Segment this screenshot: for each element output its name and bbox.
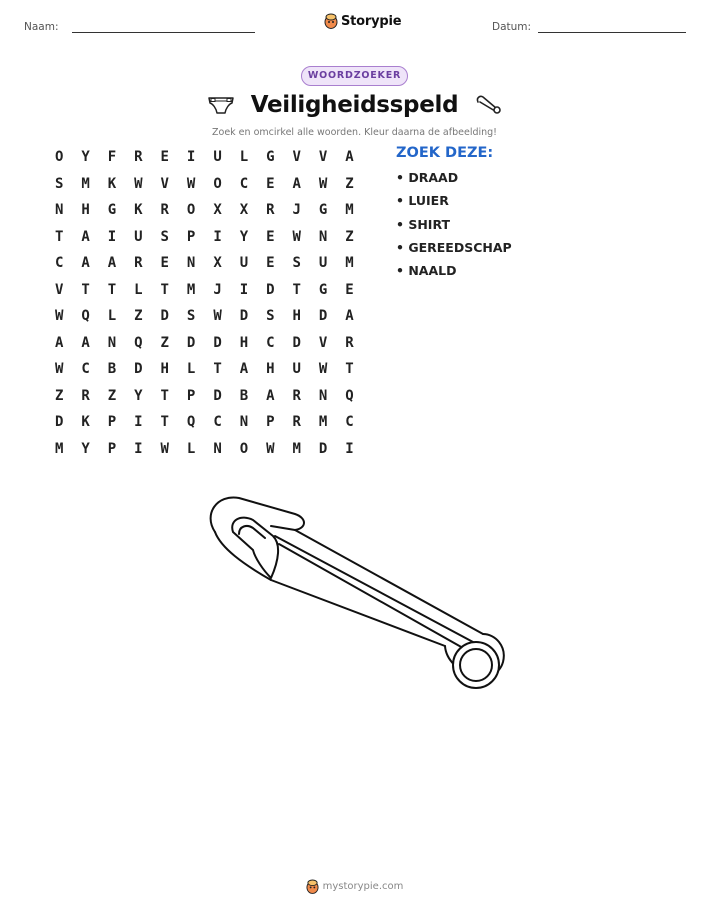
grid-letter[interactable]: M: [345, 255, 354, 271]
grid-letter[interactable]: V: [54, 281, 64, 298]
grid-row: [46, 200, 363, 227]
grid-letter[interactable]: V: [318, 334, 328, 351]
grid-letter[interactable]: H: [239, 334, 249, 351]
grid-letter[interactable]: J: [213, 281, 222, 298]
grid-letter[interactable]: S: [266, 308, 275, 324]
grid-letter[interactable]: S: [160, 228, 169, 245]
grid-row: [46, 359, 363, 386]
grid-letter[interactable]: Y: [81, 440, 90, 457]
grid-letter[interactable]: P: [266, 414, 275, 430]
grid-letter[interactable]: K: [107, 175, 117, 192]
grid-letter[interactable]: X: [213, 255, 222, 271]
grid-letter[interactable]: W: [54, 308, 64, 324]
grid-letter[interactable]: Z: [134, 308, 143, 324]
word-list-item: • SHIRT: [396, 216, 451, 232]
grid-letter[interactable]: H: [292, 308, 301, 324]
grid-letter[interactable]: O: [54, 149, 64, 165]
grid-letter[interactable]: I: [134, 440, 143, 457]
grid-letter[interactable]: S: [54, 175, 64, 192]
grid-letter[interactable]: P: [186, 228, 196, 245]
grid-letter[interactable]: D: [54, 414, 64, 430]
grid-letter[interactable]: W: [318, 175, 328, 192]
grid-letter[interactable]: M: [186, 281, 196, 298]
grid-letter[interactable]: M: [318, 414, 328, 430]
grid-letter[interactable]: P: [107, 414, 117, 430]
grid-letter[interactable]: Q: [134, 334, 143, 351]
brand-logo: [324, 13, 401, 29]
grid-letter[interactable]: R: [266, 202, 275, 218]
name-field-line[interactable]: [72, 32, 255, 33]
grid-letter[interactable]: I: [239, 281, 249, 298]
grid-letter[interactable]: R: [292, 387, 301, 404]
grid-letter[interactable]: V: [318, 149, 328, 165]
grid-letter[interactable]: A: [345, 308, 354, 324]
grid-row: [46, 253, 363, 280]
grid-letter[interactable]: W: [213, 308, 222, 324]
grid-letter[interactable]: A: [266, 387, 275, 404]
grid-letter[interactable]: A: [239, 361, 249, 377]
grid-letter[interactable]: G: [318, 281, 328, 298]
grid-letter[interactable]: C: [239, 175, 249, 192]
grid-letter[interactable]: R: [81, 387, 90, 404]
grid-letter[interactable]: T: [81, 281, 90, 298]
grid-letter[interactable]: N: [318, 387, 328, 404]
grid-letter[interactable]: Q: [345, 387, 354, 404]
grid-letter[interactable]: Y: [81, 149, 90, 165]
grid-letter[interactable]: D: [186, 334, 196, 351]
date-field-line[interactable]: [538, 32, 686, 33]
grid-letter[interactable]: Z: [345, 228, 354, 245]
word-list-item: • LUIER: [396, 193, 449, 209]
grid-letter[interactable]: T: [160, 414, 169, 430]
name-label: Naam:: [24, 21, 59, 33]
grid-letter[interactable]: L: [186, 361, 196, 377]
grid-letter[interactable]: W: [160, 440, 169, 457]
brand-name: Storypie: [341, 13, 402, 29]
grid-letter[interactable]: D: [213, 387, 222, 404]
grid-letter[interactable]: Z: [54, 387, 64, 404]
grid-row: [46, 174, 363, 201]
grid-letter[interactable]: D: [239, 308, 249, 324]
grid-letter[interactable]: U: [318, 255, 328, 271]
word-list-item: • DRAAD: [396, 170, 459, 185]
grid-letter[interactable]: W: [54, 361, 64, 377]
grid-letter[interactable]: D: [134, 361, 143, 377]
grid-letter[interactable]: C: [345, 414, 354, 430]
grid-letter[interactable]: U: [134, 228, 143, 245]
grid-letter[interactable]: N: [239, 414, 249, 430]
grid-letter[interactable]: L: [186, 440, 196, 457]
grid-letter[interactable]: D: [318, 440, 328, 457]
grid-letter[interactable]: H: [266, 361, 275, 377]
grid-row: [46, 147, 363, 174]
grid-letter[interactable]: A: [107, 255, 117, 271]
grid-row: [46, 333, 363, 360]
page-title: Veiligheidsspeld: [250, 92, 459, 118]
grid-letter[interactable]: E: [160, 149, 169, 165]
grid-letter[interactable]: B: [239, 387, 249, 404]
grid-row: [46, 439, 363, 466]
grid-letter[interactable]: A: [292, 175, 301, 192]
grid-letter[interactable]: D: [292, 334, 301, 351]
grid-letter[interactable]: X: [239, 202, 249, 218]
grid-letter[interactable]: G: [266, 149, 275, 165]
footer-url[interactable]: mystorypie.com: [322, 881, 404, 892]
grid-row: [46, 412, 363, 439]
grid-letter[interactable]: W: [266, 440, 275, 457]
word-list-item: • GEREEDSCHAP: [396, 239, 512, 255]
grid-letter[interactable]: T: [345, 361, 354, 377]
grid-letter[interactable]: P: [186, 387, 196, 404]
grid-letter[interactable]: W: [134, 175, 143, 192]
grid-row: [46, 306, 363, 333]
grid-letter[interactable]: T: [160, 281, 169, 298]
grid-row: [46, 280, 363, 307]
grid-letter[interactable]: K: [81, 414, 90, 430]
grid-letter[interactable]: E: [266, 228, 275, 245]
grid-letter[interactable]: P: [107, 440, 117, 457]
worksheet-type-badge: WOORDZOEKER: [301, 66, 408, 86]
grid-letter[interactable]: L: [134, 281, 143, 298]
grid-letter[interactable]: N: [318, 228, 328, 245]
grid-letter[interactable]: O: [186, 202, 196, 218]
grid-letter[interactable]: N: [186, 255, 196, 271]
grid-letter[interactable]: T: [107, 281, 117, 298]
footer: [0, 879, 709, 894]
storypie-mascot-icon: [306, 879, 319, 894]
grid-letter[interactable]: G: [107, 202, 117, 218]
grid-letter[interactable]: N: [107, 334, 117, 351]
grid-letter[interactable]: A: [81, 334, 90, 351]
safety-pin-icon: [474, 94, 502, 116]
grid-letter[interactable]: N: [213, 440, 222, 457]
grid-letter[interactable]: O: [213, 175, 222, 192]
grid-letter[interactable]: A: [345, 149, 354, 165]
grid-letter[interactable]: I: [186, 149, 196, 165]
grid-letter[interactable]: E: [266, 255, 275, 271]
grid-letter[interactable]: U: [213, 149, 222, 165]
diaper-icon: [207, 94, 235, 116]
grid-letter[interactable]: D: [266, 281, 275, 298]
grid-letter[interactable]: O: [239, 440, 249, 457]
grid-letter[interactable]: K: [134, 202, 143, 218]
grid-letter[interactable]: A: [81, 255, 90, 271]
grid-letter[interactable]: S: [292, 255, 301, 271]
grid-letter[interactable]: L: [107, 308, 117, 324]
grid-letter[interactable]: Q: [81, 308, 90, 324]
grid-letter[interactable]: I: [134, 414, 143, 430]
word-list-title: ZOEK DEZE:: [396, 145, 494, 161]
grid-letter[interactable]: R: [292, 414, 301, 430]
grid-letter[interactable]: S: [186, 308, 196, 324]
date-label: Datum:: [492, 21, 532, 33]
grid-letter[interactable]: Z: [345, 175, 354, 192]
grid-letter[interactable]: E: [266, 175, 275, 192]
instructions: Zoek en omcirkel alle woorden. Kleur daarna de afbeelding!: [212, 127, 497, 138]
grid-letter[interactable]: N: [54, 202, 64, 218]
grid-letter[interactable]: I: [107, 228, 117, 245]
grid-letter[interactable]: J: [292, 202, 301, 218]
grid-letter[interactable]: M: [81, 175, 90, 192]
grid-letter[interactable]: R: [160, 202, 169, 218]
word-search-grid[interactable]: [46, 147, 363, 465]
grid-letter[interactable]: T: [213, 361, 222, 377]
grid-letter[interactable]: Y: [239, 228, 249, 245]
grid-letter[interactable]: V: [160, 175, 169, 192]
grid-letter[interactable]: E: [160, 255, 169, 271]
grid-letter[interactable]: I: [345, 440, 354, 457]
grid-letter[interactable]: Z: [107, 387, 117, 404]
grid-letter[interactable]: D: [213, 334, 222, 351]
grid-letter[interactable]: C: [213, 414, 222, 430]
grid-letter[interactable]: U: [292, 361, 301, 377]
safety-pin-illustration[interactable]: [195, 484, 515, 709]
grid-letter[interactable]: D: [160, 308, 169, 324]
grid-letter[interactable]: I: [213, 228, 222, 245]
storypie-mascot-icon: [324, 13, 338, 29]
grid-letter[interactable]: H: [81, 202, 90, 218]
grid-letter[interactable]: A: [81, 228, 90, 245]
grid-letter[interactable]: Z: [160, 334, 169, 351]
grid-letter[interactable]: A: [54, 334, 64, 351]
grid-letter[interactable]: X: [213, 202, 222, 218]
grid-letter[interactable]: D: [318, 308, 328, 324]
grid-letter[interactable]: C: [81, 361, 90, 377]
grid-letter[interactable]: W: [292, 228, 301, 245]
grid-letter[interactable]: R: [134, 149, 143, 165]
grid-letter[interactable]: V: [292, 149, 301, 165]
word-list-item: • NAALD: [396, 263, 457, 279]
grid-letter[interactable]: Y: [134, 387, 143, 404]
grid-letter[interactable]: M: [292, 440, 301, 457]
grid-row: [46, 386, 363, 413]
grid-letter[interactable]: T: [160, 387, 169, 404]
grid-letter[interactable]: U: [239, 255, 249, 271]
grid-letter[interactable]: Q: [186, 414, 196, 430]
grid-row: [46, 227, 363, 254]
grid-letter[interactable]: T: [54, 228, 64, 245]
word-list: [396, 170, 512, 286]
grid-letter[interactable]: R: [345, 334, 354, 351]
grid-letter[interactable]: L: [239, 149, 249, 165]
grid-letter[interactable]: M: [54, 440, 64, 457]
grid-letter[interactable]: T: [292, 281, 301, 298]
grid-letter[interactable]: B: [107, 361, 117, 377]
grid-letter[interactable]: C: [266, 334, 275, 351]
grid-letter[interactable]: W: [318, 361, 328, 377]
grid-letter[interactable]: F: [107, 149, 117, 165]
grid-letter[interactable]: H: [160, 361, 169, 377]
grid-letter[interactable]: E: [345, 281, 354, 298]
title-row: [0, 92, 709, 118]
grid-letter[interactable]: C: [54, 255, 64, 271]
grid-letter[interactable]: W: [186, 175, 196, 192]
grid-letter[interactable]: R: [134, 255, 143, 271]
grid-letter[interactable]: G: [318, 202, 328, 218]
grid-letter[interactable]: M: [345, 202, 354, 218]
